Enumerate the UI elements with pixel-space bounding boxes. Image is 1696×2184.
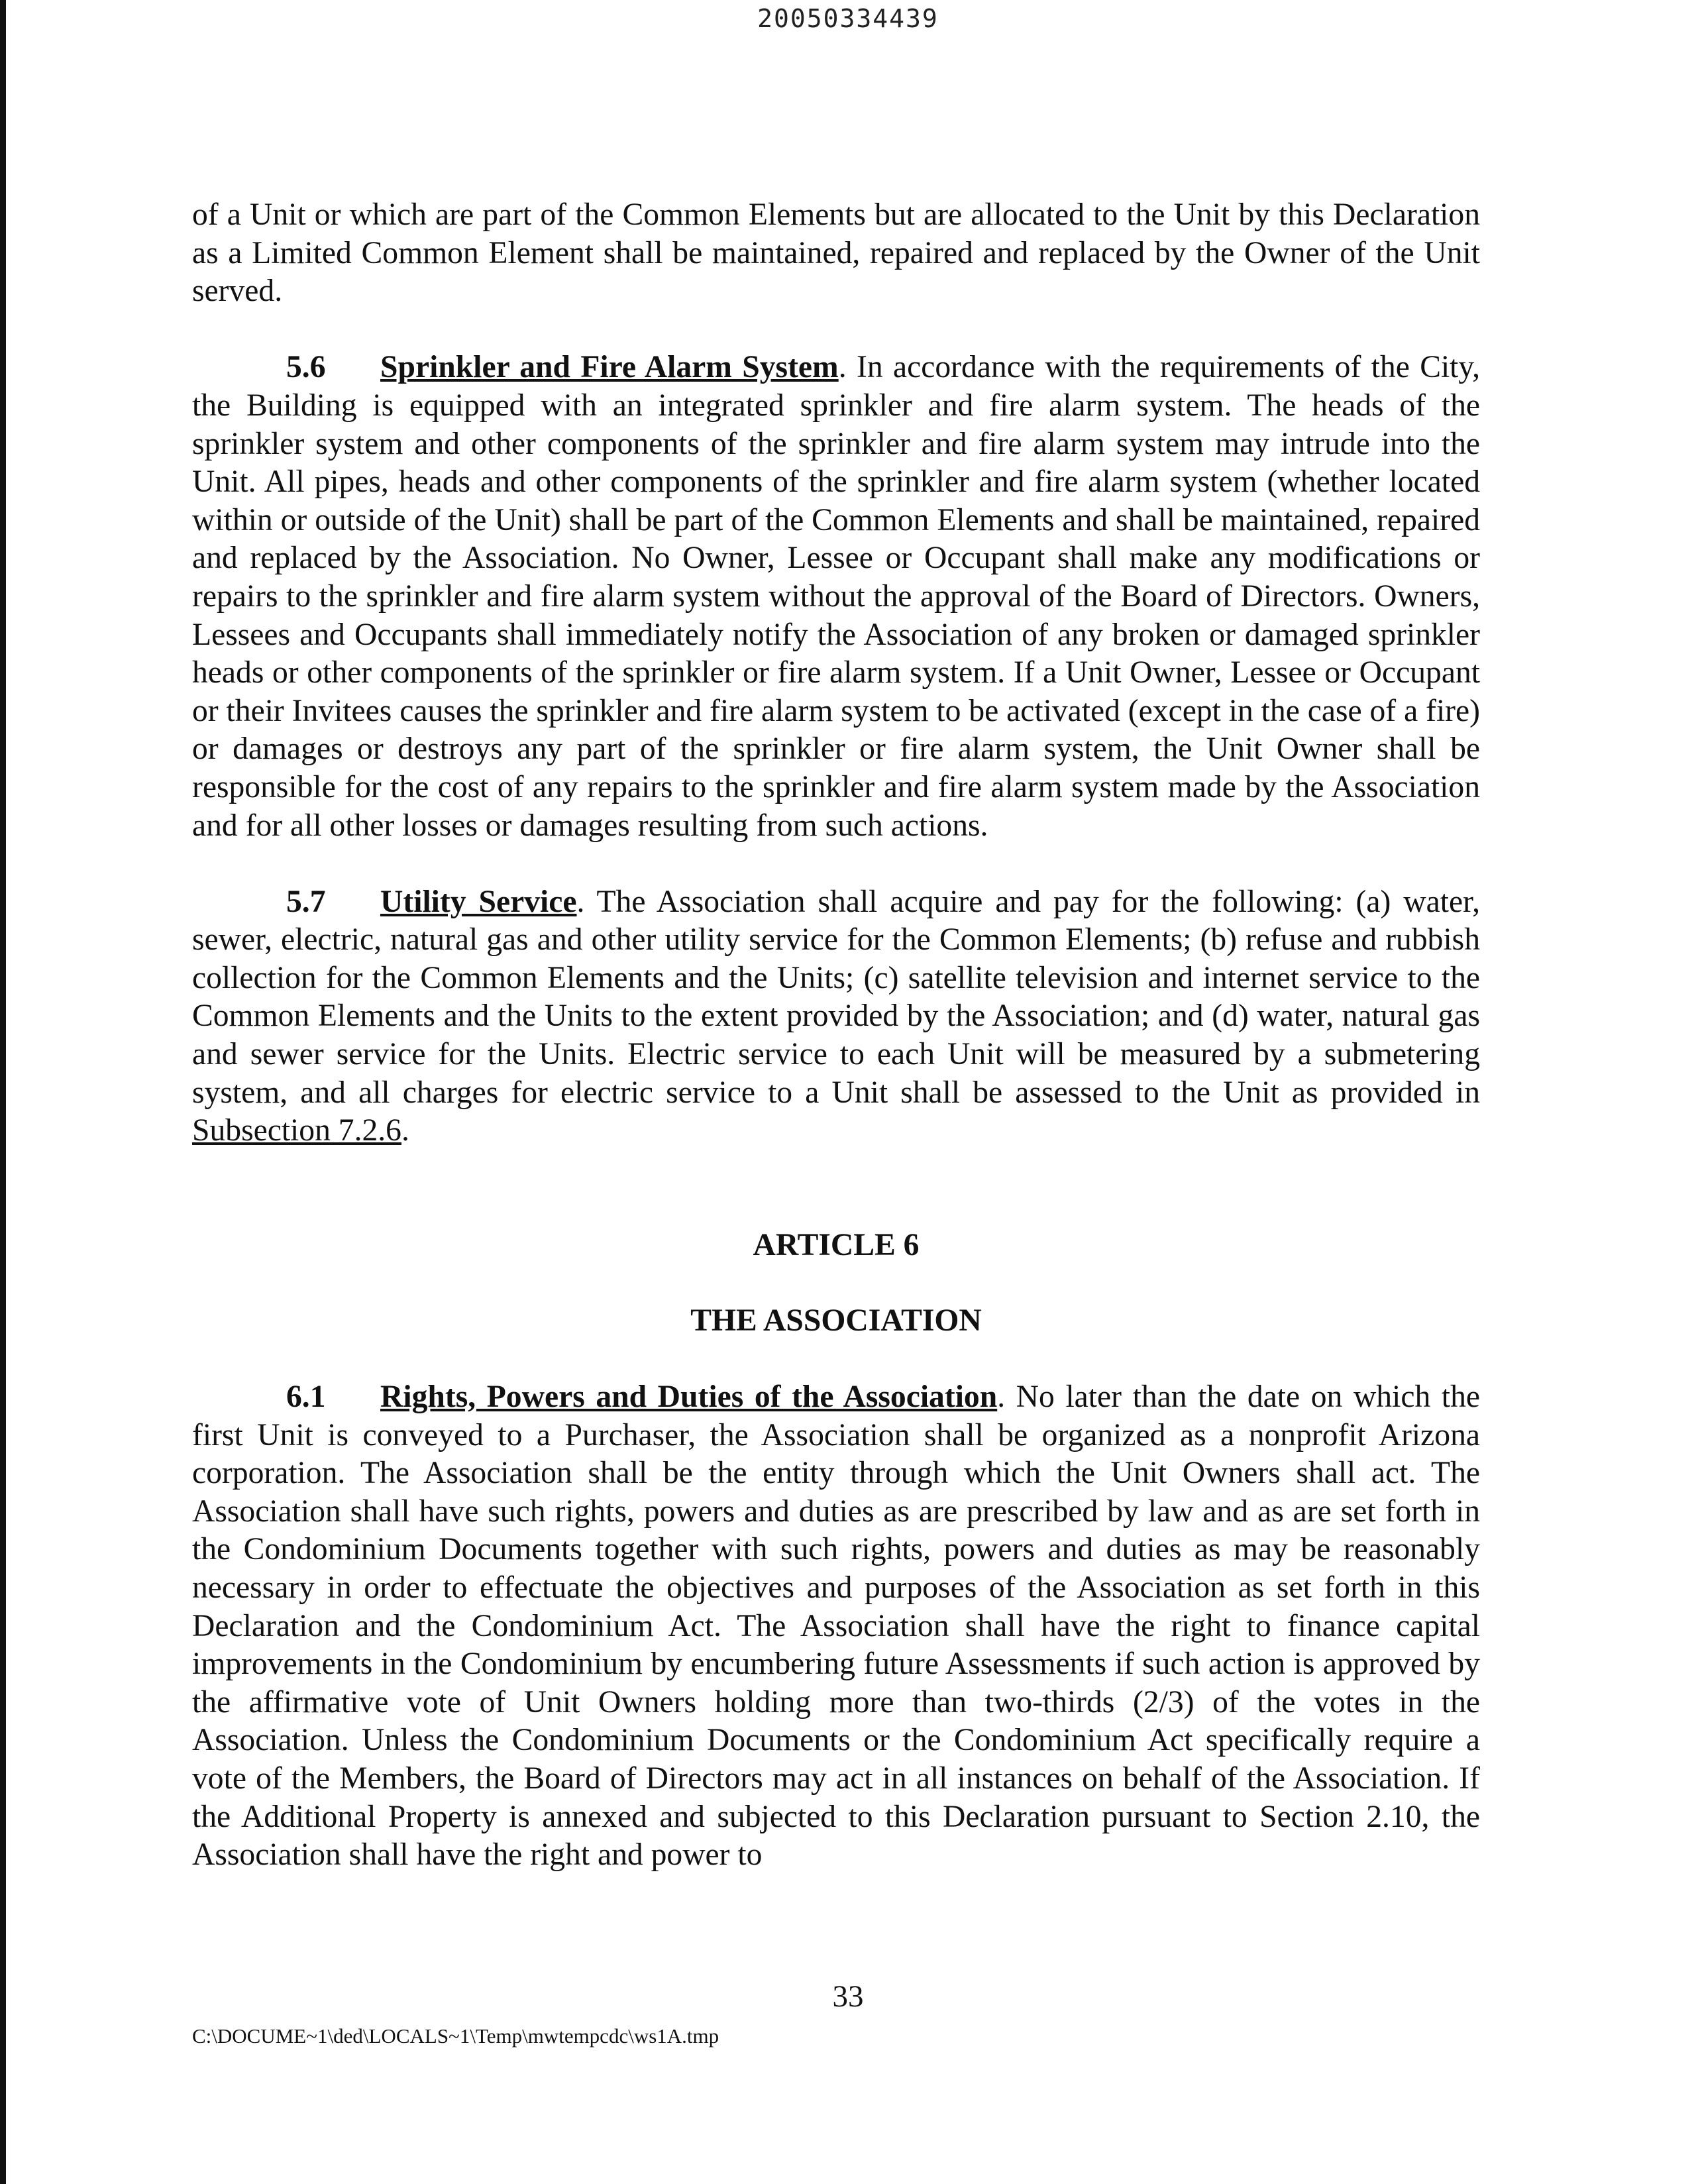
section-5-7 [192,883,1480,1150]
document-number: 20050334439 [757,4,939,33]
section-5-6-title: Sprinkler and Fire Alarm System [380,350,839,385]
section-6-1 [192,1378,1480,1875]
continuation-paragraph: of a Unit or which are part of the Common Elements but are allocated to the Unit by this Declaration as a Limited Common Element shall be maintained, repaired and replaced by the Owner of the Unit served. [192,197,1480,309]
section-6-1-body: . No later than the date on which the first Unit is conveyed to a Purchaser, the Association shall be organized as a nonprofit Arizona corporation. The Association shall be the entity through which the Unit Owners shall act. The Association shall have such rights, powers and duties as are prescribed by law and as are set forth in the Condominium Documents together with such rights, powers and duties as may be reasonably necessary in order to effectuate the objectives and purposes of the Association as set forth in this Declaration and the Condominium Act. The Association shall have the right to finance capital improvements in the Condominium by encumbering future Assessments if such action is approved by the affirmative vote of Unit Owners holding more than two-thirds (2/3) of the votes in the Association. Unless the Condominium Documents or the Condominium Act specifically require a vote of the Members, the Board of Directors may act in all instances on behalf of the Association. If the Additional Property is annexed and subjected to this Declaration pursuant to Section 2.10, the Association shall have the right and power to [192,1380,1480,1873]
subsection-reference: Subsection 7.2.6 [192,1113,401,1148]
scan-left-edge [0,0,6,2184]
section-5-6-body: . In accordance with the requirements of the City, the Building is equipped with an integrated sprinkler and fire alarm system. The heads of the sprinkler system and other components of the sprinkler and fire alarm system may intrude into the Unit. All pipes, heads and other components of the sprinkler and fire alarm system (whether located within or outside of the Unit) shall be part of the Common Elements and shall be maintained, repaired and replaced by the Association. No Owner, Lessee or Occupant shall make any modifications or repairs to the sprinkler and fire alarm system without the approval of the Board of Directors. Owners, Lessees and Occupants shall immediately notify the Association of any broken or damaged sprinkler heads or other components of the sprinkler or fire alarm system. If a Unit Owner, Lessee or Occupant or their Invitees causes the sprinkler and fire alarm system to be activated (except in the case of a fire) or damages or destroys any part of the sprinkler or fire alarm system, the Unit Owner shall be responsible for the cost of any repairs to the sprinkler and fire alarm system made by the Association and for all other losses or damages resulting from such actions. [192,350,1481,843]
section-5-7-end: . [401,1113,409,1148]
section-5-7-body: . The Association shall acquire and pay for the following: (a) water, sewer, electric, natural gas and other utility service for the Common Elements; (b) refuse and rubbish collection for the Common Elements and the Units; (c) satellite television and internet service to the Common Elements and the Units to the extent provided by the Association; and (d) water, natural gas and sewer service for the Units. Electric service to each Unit will be measured by a submetering system, and all charges for electric service to a Unit shall be assessed to the Unit as provided in [192,884,1480,1110]
footer-file-path: C:\DOCUME~1\ded\LOCALS~1\Temp\mwtempcdc\ws1A.tmp [192,2024,719,2048]
section-5-6 [192,349,1480,845]
section-5-7-number: 5.7 [286,884,326,919]
page-body [192,196,1480,1875]
section-5-6-number: 5.6 [286,350,326,385]
article-title: THE ASSOCIATION [690,1303,982,1338]
section-6-1-number: 6.1 [286,1380,326,1415]
page-number: 33 [832,1979,864,2014]
article-heading: ARTICLE 6 [753,1227,920,1262]
section-6-1-title: Rights, Powers and Duties of the Association [380,1380,998,1415]
section-5-7-title: Utility Service [380,884,577,919]
